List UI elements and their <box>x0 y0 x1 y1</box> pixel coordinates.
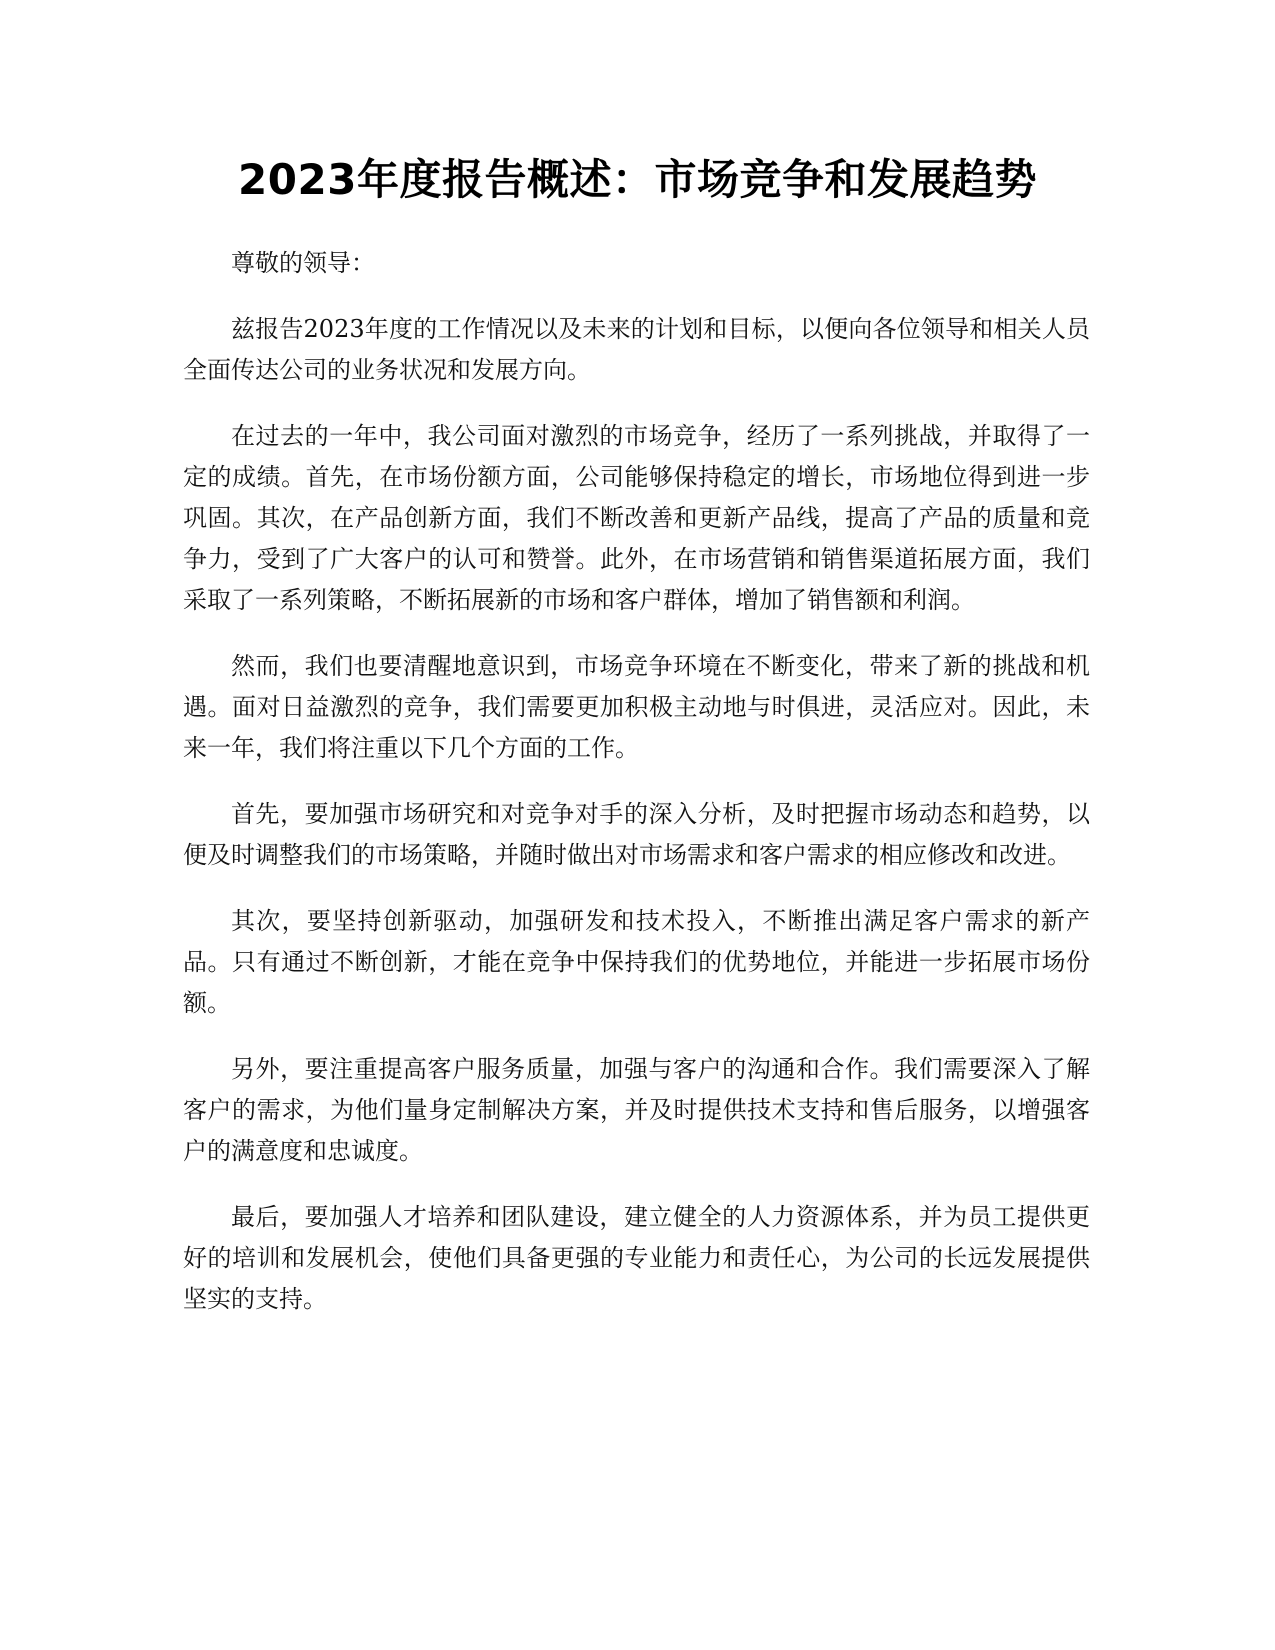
document-body <box>183 243 1090 1345</box>
paragraph-customer-service: 另外，要注重提高客户服务质量，加强与客户的沟通和合作。我们需要深入了解客户的需求，为他们量身定制解决方案，并及时提供技术支持和售后服务，以增强客户的满意度和忠诚度。 <box>183 1055 1090 1165</box>
paragraph-innovation: 其次，要坚持创新驱动，加强研发和技术投入，不断推出满足客户需求的新产品。只有通过不断创新，才能在竞争中保持我们的优势地位，并能进一步拓展市场份额。 <box>183 907 1090 1017</box>
paragraph-past-year: 在过去的一年中，我公司面对激烈的市场竞争，经历了一系列挑战，并取得了一定的成绩。首先，在市场份额方面，公司能够保持稳定的增长，市场地位得到进一步巩固。其次，在产品创新方面，我们不断改善和更新产品线，提高了产品的质量和竞争力，受到了广大客户的认可和赞誉。此外，在市场营销和销售渠道拓展方面，我们采取了一系列策略，不断拓展新的市场和客户群体，增加了销售额和利润。 <box>183 422 1090 614</box>
paragraph-challenges: 然而，我们也要清醒地意识到，市场竞争环境在不断变化，带来了新的挑战和机遇。面对日益激烈的竞争，我们需要更加积极主动地与时俱进，灵活应对。因此，未来一年，我们将注重以下几个方面的工作。 <box>183 652 1090 762</box>
document-title: 2023年度报告概述：市场竞争和发展趋势 <box>238 155 1037 204</box>
paragraph-market-research: 首先，要加强市场研究和对竞争对手的深入分析，及时把握市场动态和趋势，以便及时调整我们的市场策略，并随时做出对市场需求和客户需求的相应修改和改进。 <box>183 800 1090 869</box>
salutation: 尊敬的领导： <box>231 249 375 277</box>
paragraph-talent: 最后，要加强人才培养和团队建设，建立健全的人力资源体系，并为员工提供更好的培训和发展机会，使他们具备更强的专业能力和责任心，为公司的长远发展提供坚实的支持。 <box>183 1203 1090 1313</box>
paragraph-intro: 兹报告2023年度的工作情况以及未来的计划和目标，以便向各位领导和相关人员全面传达公司的业务状况和发展方向。 <box>183 315 1090 384</box>
